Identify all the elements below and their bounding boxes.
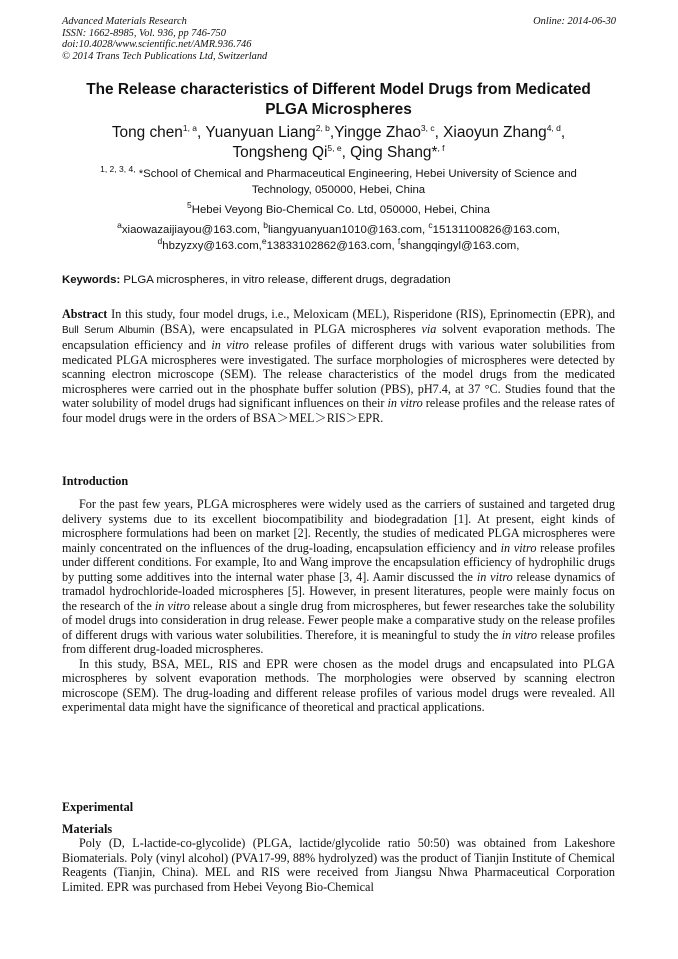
intro-italic: in vitro [501, 627, 538, 642]
abstract-text: release profiles of different drugs with various water solubilities from medicated PLGA microspheres were investigated. The surface morphologies of microspheres were detected by scanning electron microscope (SEM). The release characteristics of the model drugs from the medicated microspheres were carried out in the phosphate buffer solution (PBS), pH7.4, at 37 °C. Studies found that the water solubility of model drugs had significant influences on their [62, 338, 615, 410]
abstract-text: (BSA), were encapsulated in PLGA microspheres [154, 321, 422, 336]
keywords-text: PLGA microspheres, in vitro release, different drugs, degradation [120, 274, 451, 286]
affiliation-text: Hebei Veyong Bio-Chemical Co. Ltd, 050000, Hebei, China [191, 204, 490, 216]
email-sup: d [157, 235, 163, 246]
affiliation-sup: 5 [187, 200, 192, 211]
introduction-paragraph-2: In this study, BSA, MEL, RIS and EPR were chosen as the model drugs and encapsulated into PLGA microspheres by solvent evaporation methods. The morphologies were observed by scanning electron microscope (SEM). The drug-loading and different release profiles of various model drugs were revealed. All experimental data might have the significance of theoretical and practical applications. [62, 656, 615, 714]
email-link[interactable]: 13833102862@163.com, [266, 239, 398, 252]
email-link[interactable]: shangqingyl@163.com, [400, 239, 520, 252]
intro-text: release profiles from different drug-loaded microspheres. [62, 627, 616, 656]
intro-italic: in vitro [500, 540, 537, 555]
keywords-label: Keywords: [62, 274, 121, 286]
intro-text: For the past few years, PLGA microspheres were widely used as the carriers of sustained and targeted drug delivery systems due to its excellent biocompatibility and biodegradation [1]. At present, eight kinds of microsphere formulations had been on market [2]. Recently, the studies of medicated PLGA microspheres were mainly concentrated on the influences of the drug-loading, encapsulation efficiency and [62, 497, 615, 555]
doi-line: doi:10.4028/www.scientific.net/AMR.936.746 [62, 39, 252, 51]
email-link[interactable]: xiaowazaijiayou@163.com, [121, 224, 264, 236]
author-sup: 5, e [327, 142, 342, 153]
email-list [62, 220, 615, 254]
email-sup: c [428, 220, 433, 231]
author-name: , Qing Shang* [341, 144, 438, 161]
experimental-heading: Experimental [62, 800, 134, 814]
author-name: , Xiaoyun Zhang [434, 124, 547, 141]
paper-title [62, 80, 615, 120]
author-name: Tongsheng Qi [232, 144, 328, 161]
abstract-label: Abstract [62, 307, 108, 321]
abstract-paragraph [62, 307, 615, 425]
title-line-2: PLGA Microspheres [265, 101, 412, 118]
email-sup: b [263, 220, 268, 231]
affiliation-text-2: Technology, 050000, Hebei, China [251, 183, 426, 196]
abstract-italic: via [421, 321, 437, 336]
abstract-text: release profiles and the release rates of four model drugs were in the orders of BSA＞MEL＞RIS＞EPR. [62, 396, 615, 425]
materials-paragraph: Poly (D, L-lactide-co-glycolide) (PLGA, lactide/glycolide ratio 50:50) was obtained from Lakeshore Biomaterials. Poly (vinyl alcohol) (PVA17-99, 88% hydrolyzed) was the product of Tianjin Institute of Chemical Reagents (Tianjin, China). MEL and RIS were received from Jiangsu Nhwa Pharmaceutical Corporation Limited. EPR was purchased from Hebei Veyong Bio-Chemical [62, 836, 615, 894]
materials-body [62, 836, 615, 894]
online-date: Online: 2014-06-30 [533, 16, 616, 27]
author-name: ,Yingge Zhao [329, 124, 421, 141]
intro-text: release profiles under different conditions. For example, Ito and Wang improve the encapsulation efficiency of hydrophilic drugs by putting some additives into the internal water phase [3, 4]. Aamir discussed the [62, 540, 615, 584]
email-sup: e [261, 235, 267, 246]
author-name: Tong chen [111, 124, 183, 141]
author-name: , Yuanyuan Liang [197, 124, 316, 141]
affiliation-text: *School of Chemical and Pharmaceutical Engineering, Hebei University of Science and [135, 168, 577, 180]
abstract-italic: in vitro [387, 396, 423, 410]
abstract-text: In this study, four model drugs, i.e., Meloxicam (MEL), Risperidone (RIS), Eprinomectin (EPR), and [107, 307, 615, 321]
journal-header [62, 16, 267, 62]
intro-italic: in vitro [154, 598, 191, 613]
email-link[interactable]: 15131100826@163.com, [432, 224, 560, 236]
introduction-paragraph-1 [62, 497, 615, 657]
intro-text: release dynamics of tramadol hydrochloride-loaded microspheres [5]. However, in present literatures, people were mainly focus on the research of the [62, 569, 615, 613]
intro-italic: in vitro [476, 569, 513, 584]
abstract-bsa: Bull Serum Albumin [62, 324, 155, 336]
introduction-body [62, 497, 615, 715]
abstract-italic: in vitro [211, 338, 249, 352]
author-sup: 1, a [182, 122, 198, 133]
affiliation-sup: 1, 2, 3, 4, [100, 164, 136, 175]
email-link[interactable]: hbzyzxy@163.com, [162, 239, 262, 252]
author-separator: , [560, 124, 566, 141]
introduction-heading: Introduction [62, 474, 129, 488]
keywords [62, 273, 615, 288]
copyright-line: © 2014 Trans Tech Publications Ltd, Switzerland [62, 50, 268, 62]
affiliation-1 [62, 164, 615, 198]
journal-name: Advanced Materials Research [62, 16, 187, 27]
title-line-1: The Release characteristics of Different Model Drugs from Medicated [86, 81, 591, 98]
affiliation-2 [62, 200, 615, 219]
author-line-2 [62, 143, 615, 163]
email-sup: a [117, 220, 122, 231]
author-sup: 4, d [546, 122, 561, 133]
author-sup: , f [437, 142, 445, 153]
author-sup: 3, c [420, 122, 435, 133]
author-line-1 [62, 123, 615, 143]
materials-heading: Materials [62, 822, 113, 836]
email-link[interactable]: liangyuanyuan1010@163.com, [267, 224, 429, 236]
author-sup: 2, b [315, 122, 330, 133]
issn-line: ISSN: 1662-8985, Vol. 936, pp 746-750 [62, 27, 226, 39]
email-sup: f [397, 235, 401, 246]
intro-text: release about a single drug from microspheres, but fewer researches take the solubility of model drugs into consideration in drug release. Fewer people make a comparative study on the release profiles of different drugs with various water solubilities. Therefore, it is meaningful to study the [62, 598, 615, 642]
abstract-text: solvent evaporation methods. The encapsulation efficiency and [62, 321, 615, 352]
author-list [62, 123, 615, 163]
